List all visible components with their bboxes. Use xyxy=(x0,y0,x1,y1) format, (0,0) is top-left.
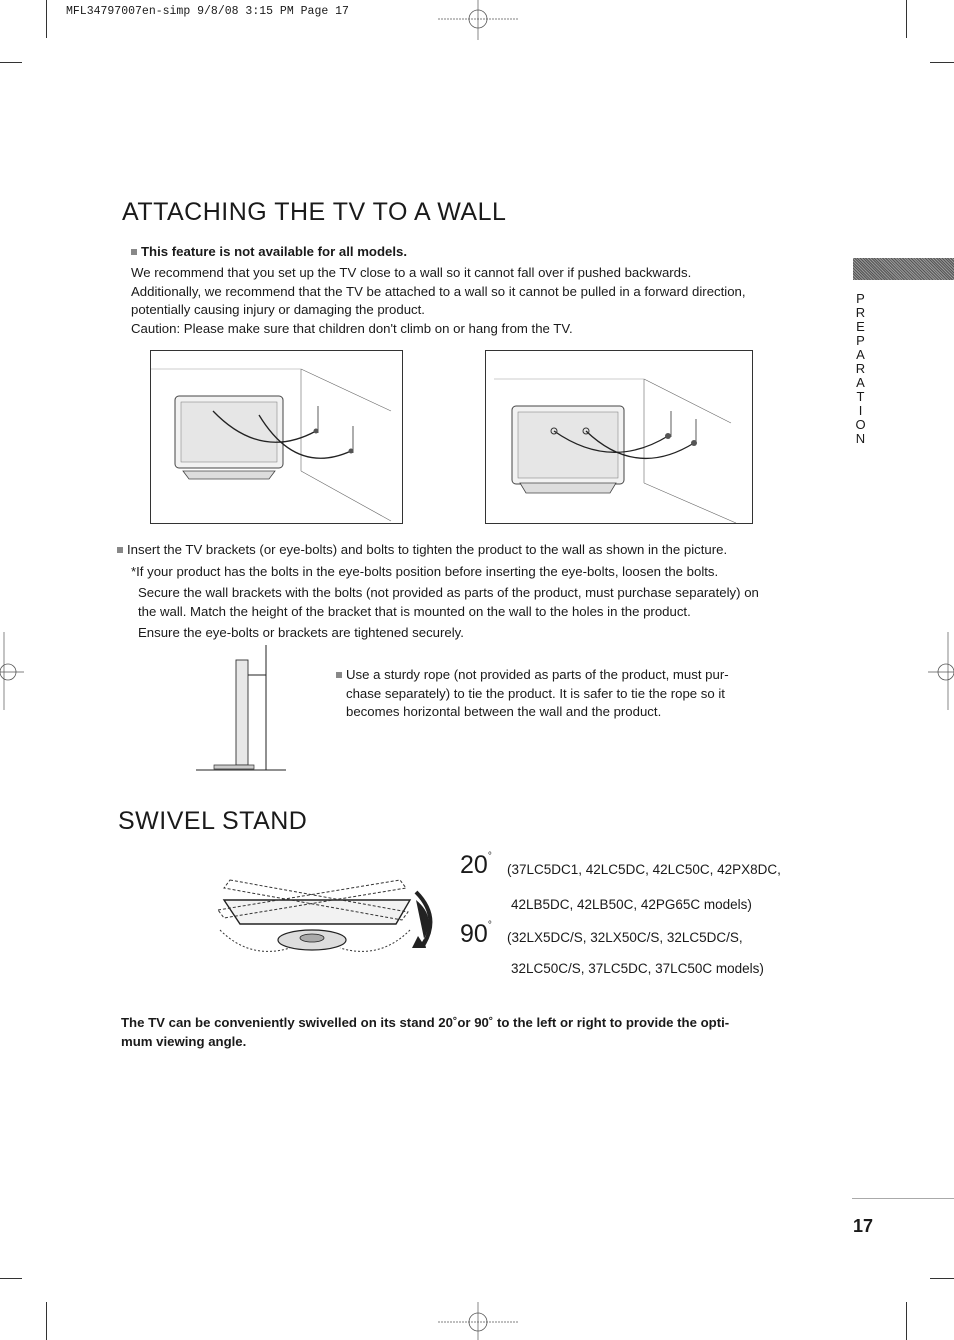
models-20-line2: 42LB5DC, 42LB50C, 42PG65C models) xyxy=(511,897,752,912)
registration-mark-icon xyxy=(928,632,954,710)
print-header: MFL34797007en-simp 9/8/08 3:15 PM Page 17 xyxy=(66,5,349,18)
bullet-icon xyxy=(336,672,342,678)
wall-intro: We recommend that you set up the TV close to a wall so it cannot fall over if pushed backwards. Additionally, we recommend that the TV be attached to a wall so it cannot be pulled in a forward direction, potentially causing injury or damaging the product. Caution: Please make sure that children don't climb on or hang from the TV. xyxy=(131,265,746,336)
swivel-description: The TV can be conveniently swivelled on its stand 20˚or 90˚ to the left or right to provide the opti- mum viewing angle. xyxy=(121,1015,730,1049)
section-title-wall: ATTACHING THE TV TO A WALL xyxy=(122,198,507,226)
rope-instructions: Use a sturdy rope (not provided as parts of the product, must pur- chase separately) to tie the product. It is safer to tie the rope so it becomes horizontal between the wall and the product. xyxy=(336,666,766,722)
models-90-line1: (32LX5DC/S, 32LX50C/S, 32LC5DC/S, xyxy=(507,930,743,945)
section-title-swivel: SWIVEL STAND xyxy=(118,807,308,835)
angle-20-label: 20° xyxy=(460,851,492,879)
registration-mark-icon xyxy=(438,1302,518,1340)
crop-mark xyxy=(0,1278,22,1279)
models-90-line2: 32LC50C/S, 37LC5DC, 37LC50C models) xyxy=(511,961,764,976)
crop-mark xyxy=(930,1278,954,1279)
registration-mark-icon xyxy=(0,632,24,710)
insert-instructions: Insert the TV brackets (or eye-bolts) and bolts to tighten the product to the wall as shown in the picture. *If your product has the bolts in the eye-bolts position before inserting the eye-bolts, loosen the bolts. Secure the wall brackets with the bolts (not provided as parts of the product, must purchase separately) on the wall. Match the height of the bracket that is mounted on the wall to the holes in the product. Ensure the eye-bolts or brackets are tightened securely. xyxy=(117,541,817,643)
availability-note: This feature is not available for all models. xyxy=(131,243,407,262)
crop-mark xyxy=(0,62,22,63)
angle-90-label: 90° xyxy=(460,920,492,948)
crop-mark xyxy=(906,1302,907,1340)
crop-mark xyxy=(46,0,47,38)
section-tab-marker xyxy=(853,258,954,280)
crop-mark xyxy=(46,1302,47,1340)
registration-mark-icon xyxy=(438,0,518,40)
swivel-stand-figure xyxy=(210,870,442,962)
bullet-icon xyxy=(131,249,137,255)
wall-mount-figure-eyebolts xyxy=(485,350,753,524)
wall-mount-figure-brackets xyxy=(150,350,403,524)
crop-mark xyxy=(930,62,954,63)
rope-side-view-figure xyxy=(194,645,290,773)
crop-mark xyxy=(906,0,907,38)
page-number: 17 xyxy=(853,1216,874,1236)
section-tab-label: P R E P A R A T I O N xyxy=(855,291,867,446)
models-20-line1: (37LC5DC1, 42LC5DC, 42LC50C, 42PX8DC, xyxy=(507,862,781,877)
crop-mark xyxy=(852,1198,954,1199)
bullet-icon xyxy=(117,547,123,553)
